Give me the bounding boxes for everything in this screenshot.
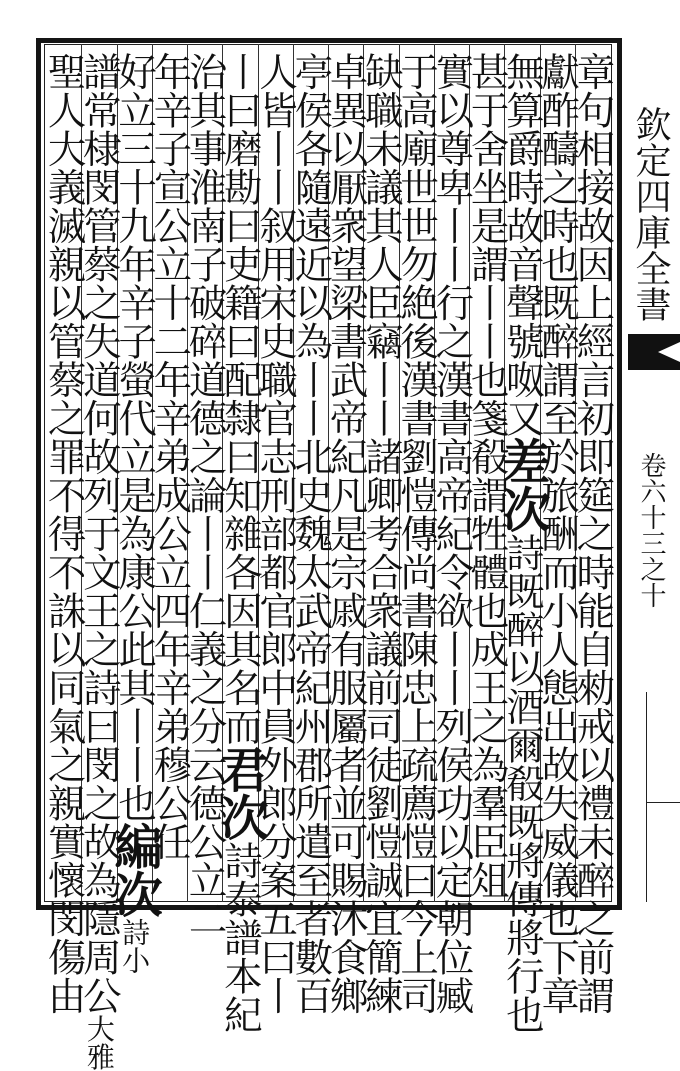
fish-tail-mark-icon [628,332,680,372]
text-segment: 章句相接故因上經言初即筵之時能自勑戒以禮未醉之前謂 [570,52,616,1015]
text-segment: 無算爵時故音聲號呶又 [499,52,545,437]
text-segment: 亭侯各隨遠近以為丨丨北史魏太武帝紀州郡所遣至者數百 [288,52,334,1015]
text-segment: 大雅 [82,1014,116,1071]
text-segment: 缺職未議其人臣竊丨丨諸卿考合衆議前司徒劉愷誠宜簡練 [358,52,404,1015]
margin-tick [646,802,680,803]
heading-term: 差次 [493,437,550,533]
text-segment: 好立三十九年辛子螢代立是為康公此其丨丨也 [112,52,158,822]
text-segment: 獻酢醻之時也既醉謂至於旅酬而小人態出故失威儀也下章 [535,52,581,1015]
text-segment: 箋殽謂牲體也成王之為羣臣俎 [464,398,510,899]
heading-term: 君次 [211,745,268,841]
text-segment: 于高廟世世勿絶後漢書劉愷傳尚書陳忠上疏薦愷曰今上司 [394,52,440,1015]
text-segment: 云德公立二 [182,745,228,938]
text-segment: 詩既醉以酒爾殽既將傳將行也 [499,533,545,1034]
text-segment: 人皆丨丨叙用宋史職官志刑部都官郎中員外郎分案五曰丨 [253,52,299,1015]
text-segment: 詩泰譜本紀 [217,841,263,1034]
text-segment: 實以尊卑丨丨行之漢書高帝紀令欲丨丨列侯功以定朝位臧 [429,52,475,1015]
heading-term: 編次 [106,822,163,918]
volume-label: 卷六十三之十 [636,452,666,608]
text-segment: 甚于舍坐是謂丨丨也 [464,52,510,399]
text-segment: 聖人大義滅親以管蔡之罪不得不誅以同氣之親實懷閔傷由 [41,52,87,1015]
text-segment: 詩小 [118,918,152,974]
text-segment: 治其事淮南子破碎道德之論丨丨仁義之分 [182,52,228,745]
book-title: 欽定四庫全書 [630,106,671,322]
text-segment: 年辛子宣公立十二年辛弟成公立四年辛弟穆公任 [147,52,193,861]
text-column [41,52,87,1015]
text-segment: 卓異以厭衆望梁書武帝紀凡是宗戚有服屬者並可賜沐食鄉 [323,52,369,1015]
text-segment: 譜常棣閔管蔡之失道何故列于文王之詩曰閔之故為隱周公 [76,52,122,1015]
margin-rule [646,692,647,902]
text-segment: 丨曰磨勘曰吏籍曰配隸曰知雜各因其名而 [217,52,263,745]
page-margin [622,42,680,912]
